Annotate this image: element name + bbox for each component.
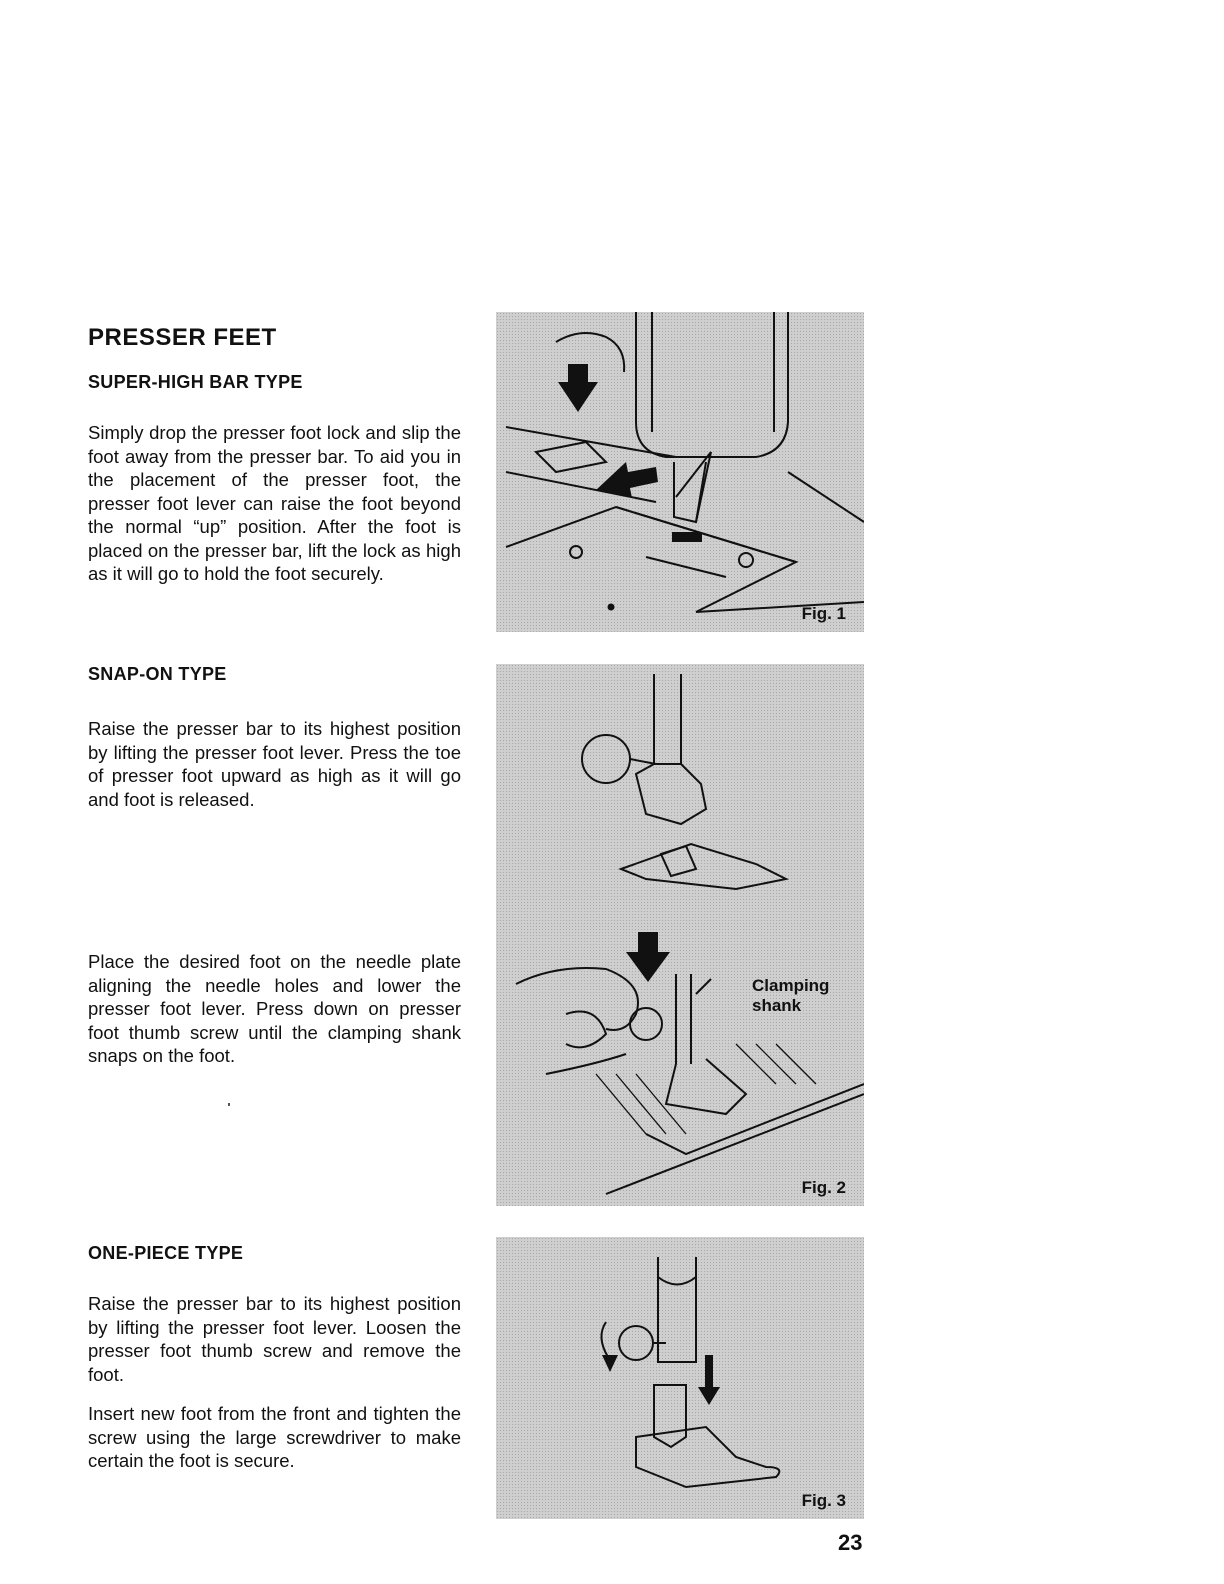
figure-2 (496, 664, 864, 1206)
figure-2-label: Fig. 2 (801, 1178, 846, 1197)
rotate-arrow-icon (602, 1355, 618, 1372)
page-title: PRESSER FEET (88, 324, 277, 351)
figure-2-illustration (496, 664, 864, 1206)
figure-3-label: Fig. 3 (801, 1491, 846, 1510)
one-piece-removal-instructions: Raise the presser bar to its highest position by lifting the presser foot lever. Loosen the presser foot thumb screw and remove the foot. (88, 1293, 461, 1385)
page-number: 23 (838, 1530, 863, 1555)
heading-one-piece-type: ONE-PIECE TYPE (88, 1243, 244, 1263)
clamping-shank-callout (752, 976, 829, 1016)
figure-3-illustration (496, 1237, 864, 1519)
snap-on-attach-instructions: Place the desired foot on the needle plate aligning the needle holes and lower the presser foot lever. Press down on presser foot thumb screw until the clamping shank snaps on the foot. (88, 951, 461, 1066)
one-piece-insert-instructions: Insert new foot from the front and tighten the screw using the large screwdriver to make certain the foot is secure. (88, 1403, 461, 1471)
figure-1 (496, 312, 864, 632)
callout-line-1: Clamping (752, 976, 830, 995)
scan-speck (228, 1103, 230, 1106)
callout-line-2: shank (752, 996, 802, 1015)
up-arrow-icon (558, 364, 598, 412)
figure-1-label: Fig. 1 (801, 604, 846, 623)
heading-super-high-bar-type: SUPER-HIGH BAR TYPE (88, 372, 303, 392)
heading-snap-on-type: SNAP-ON TYPE (88, 664, 227, 684)
down-arrow-icon (698, 1355, 720, 1405)
super-high-bar-instructions: Simply drop the presser foot lock and slip the foot away from the presser bar. To aid you in the placement of the presser foot, the presser foot lever can raise the foot beyond the normal “up” position. After the foot is placed on the presser bar, lift the lock as high as it will go to hold the foot securely. (88, 422, 461, 584)
down-arrow-icon (626, 932, 670, 982)
figure-1-illustration (496, 312, 864, 632)
snap-on-removal-instructions: Raise the presser bar to its highest position by lifting the presser foot lever. Press the toe of presser foot upward as high as it will go and foot is released. (88, 718, 461, 810)
figure-3 (496, 1237, 864, 1519)
